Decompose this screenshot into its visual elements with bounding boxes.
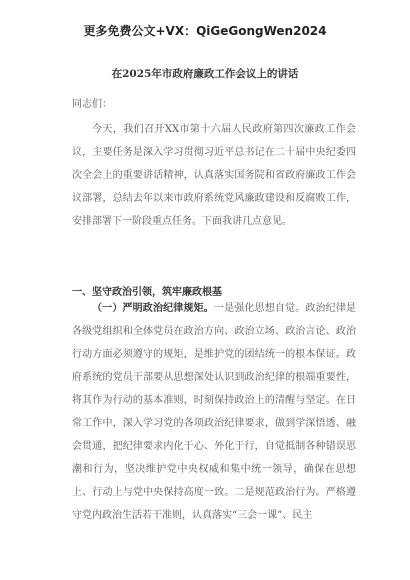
intro-paragraph: 今天，我们召开XX市第十六届人民政府第四次廉政工作会议，主要任务是深入学习贯彻习近平总书记在二十届中央纪委四次全会上的重要讲话精神，认真落实国务院和省政府廉政工作会议部署，总结去年以来市政府系统党风廉政建设和反腐败工作，安排部署下一阶段重点任务。下面我讲几点意见。 xyxy=(72,124,356,227)
section-paragraph xyxy=(72,297,356,527)
section-body-text: 一是强化思想自觉。政治纪律是各级党组织和全体党员在政治方向、政治立场、政治言论、政治行动方面必须遵守的规矩，是维护党的团结统一的根本保证。政府系统的党员干部要从思想深处认识到政治纪律的根端重要性，将其作为行动的基本准则，时刻保持政治上的清醒与坚定。在日常工作中，深入学习党的各项政治纪律要求，做到学深悟透、融会贯通，把纪律要求内化于心、外化于行，自觉抵制各种错误思潮和行为，坚决维护党中央权威和集中统一领导，确保在思想上、行动上与党中央保持高度一致。二是规范政治行为。严格遵守党内政治生活若干准则，认真落实“三会一课”、民主 xyxy=(72,303,357,521)
document-title: 在2025年市政府廉政工作会议上的讲话 xyxy=(111,68,299,80)
salutation: 同志们： xyxy=(72,99,112,110)
subsection-heading: （一）严明政治纪律规矩。 xyxy=(92,303,214,314)
section-heading: 一、坚守政治引领，筑牢廉政根基 xyxy=(72,287,222,298)
header-banner: 更多免费公文+VX：QiGeGongWen2024 xyxy=(83,24,327,38)
